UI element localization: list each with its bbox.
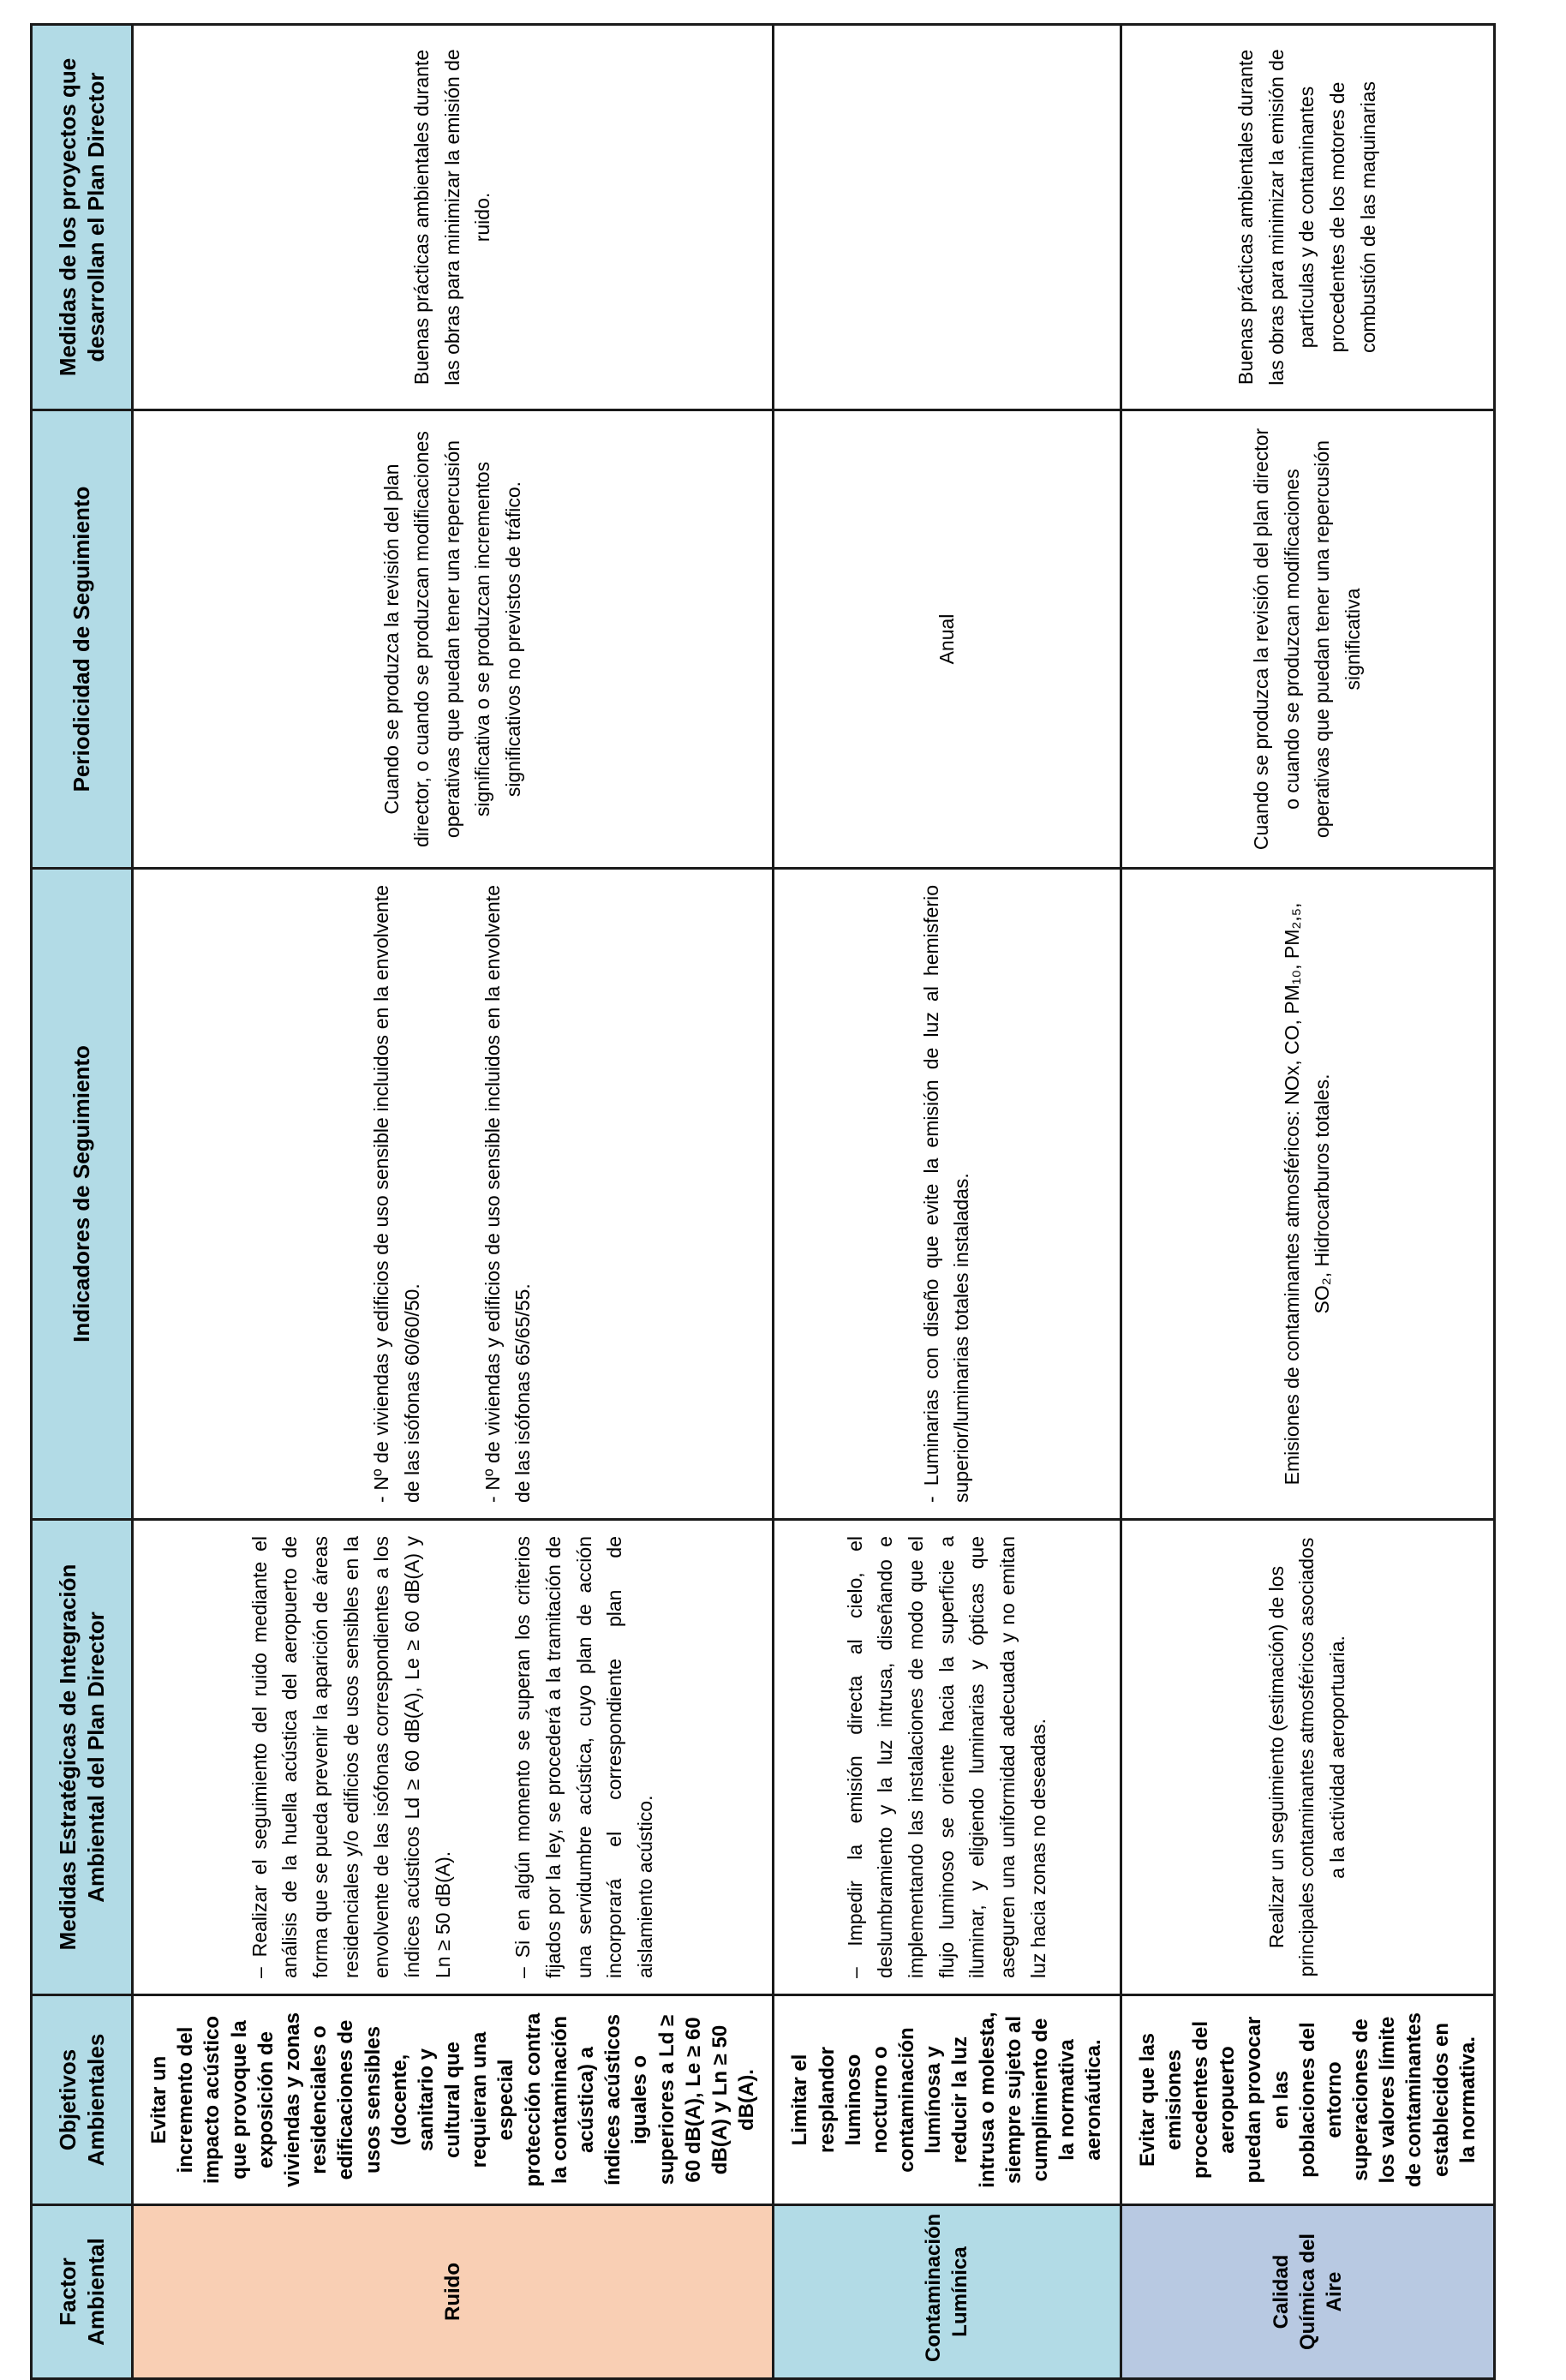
indicadores-cell bbox=[774, 869, 1121, 1520]
medida-item: – Impedir la emisión directa al cielo, el deslumbramiento y la luz intrusa, diseñando e implementando las instalaciones de modo que el flujo luminoso se oriente hacia la superficie a iluminar, y eligiendo luminarias y ópticas que aseguren una uniformidad adecuada y no emitan luz hacia zonas no deseadas. bbox=[843, 1536, 1049, 1978]
table-row-ruido bbox=[133, 25, 774, 2379]
objetivo-cell: Evitar que las emisiones procedentes del aeropuerto puedan provocar en las poblaciones del entorno superaciones de los valores límite de contaminantes establecidos en la normativa. bbox=[1121, 1995, 1494, 2205]
medidas-cell bbox=[774, 1520, 1121, 1995]
header-objetivos: Objetivos Ambientales bbox=[32, 1995, 133, 2205]
environmental-measures-table bbox=[30, 23, 1496, 2380]
medida-item: Realizar un seguimiento (estimación) de los principales contaminantes atmosféricos asociados a la actividad aeroportuaria. bbox=[1264, 1537, 1349, 1977]
objetivo-cell: Limitar el resplandor luminoso nocturno o contaminación lumínosa y reducir la luz intrusa o molesta, siempre sujeto al cumplimiento de la normativa aeronáutica. bbox=[774, 1995, 1121, 2205]
factor-cell: Ruido bbox=[133, 2205, 774, 2379]
indicador-item: Emisiones de contaminantes atmosféricos: NOx, CO, PM₁₀, PM₂,₅, SO₂, Hidrocarburos totales. bbox=[1280, 902, 1334, 1486]
factor-cell: Contaminación Lumínica bbox=[774, 2205, 1121, 2379]
periodicidad-cell: Cuando se produzca la revisión del plan director, o cuando se produzcan modificaciones operativas que puedan tener una repercusión significativa o se produzcan incrementos significativos no previstos de tráfico. bbox=[133, 410, 774, 869]
medidas-proyectos-cell: Buenas prácticas ambientales durante las obras para minimizar la emisión de partículas y de contaminantes procedentes de los motores de combustión de las maquinarias bbox=[1121, 25, 1494, 410]
periodicidad-cell: Anual bbox=[774, 410, 1121, 869]
indicadores-cell bbox=[1121, 869, 1494, 1520]
periodicidad-cell: Cuando se produzca la revisión del plan director o cuando se produzcan modificaciones operativas que puedan tener una repercusión significativa bbox=[1121, 410, 1494, 869]
medidas-proyectos-cell: Buenas prácticas ambientales durante las obras para minimizar la emisión de ruido. bbox=[133, 25, 774, 410]
table-row-calidad-aire bbox=[1121, 25, 1494, 2379]
header-medidas-estrategicas: Medidas Estratégicas de Integración Ambiental del Plan Director bbox=[32, 1520, 133, 1995]
header-medidas-proyectos: Medidas de los proyectos que desarrollan el Plan Director bbox=[32, 25, 133, 410]
header-row bbox=[32, 25, 133, 2379]
rotated-table-wrapper bbox=[30, 26, 1479, 2380]
medidas-cell bbox=[1121, 1520, 1494, 1995]
indicadores-cell bbox=[133, 869, 774, 1520]
header-factor: Factor Ambiental bbox=[32, 2205, 133, 2379]
indicador-item: - Nº de viviendas y edificios de uso sensible incluidos en la envolvente de las isófonas 65/65/55. bbox=[481, 885, 535, 1503]
table-row-contaminacion-luminica bbox=[774, 25, 1121, 2379]
medidas-cell bbox=[133, 1520, 774, 1995]
medida-item: – Si en algún momento se superan los criterios fijados por la ley, se procederá a la tramitación de una servidumbre acústica, cuyo plan de acción incorporará el correspondiente plan de aislamiento acústico. bbox=[511, 1536, 656, 1978]
header-periodicidad: Periodicidad de Seguimiento bbox=[32, 410, 133, 869]
factor-cell: Calidad Química del Aire bbox=[1121, 2205, 1494, 2379]
indicador-item: - Luminarias con diseño que evite la emisión de luz al hemisferio superior/luminarias totales instaladas. bbox=[919, 885, 973, 1503]
header-indicadores: Indicadores de Seguimiento bbox=[32, 869, 133, 1520]
indicador-item: - Nº de viviendas y edificios de uso sensible incluidos en la envolvente de las isófonas 60/60/50. bbox=[370, 885, 424, 1503]
medidas-proyectos-cell bbox=[774, 25, 1121, 410]
objetivo-cell: Evitar un incremento del impacto acústico que provoque la exposición de viviendas y zonas residenciales o edificaciones de usos sensibles (docente, sanitario y cultural que requieran una especial protección contra la contaminación acústica) a índices acústicos iguales o superiores a Ld ≥ 60 dB(A), Le ≥ 60 dB(A) y Ln ≥ 50 dB(A). bbox=[133, 1995, 774, 2205]
medida-item: – Realizar el seguimiento del ruido mediante el análisis de la huella acústica del aeropuerto de forma que se pueda prevenir la aparición de áreas residenciales y/o edificios de usos sensibles en la envolvente de las isófonas correspondientes a los índices acústicos Ld ≥ 60 dB(A), Le ≥ 60 dB(A) y Ln ≥ 50 dB(A). bbox=[248, 1536, 454, 1978]
